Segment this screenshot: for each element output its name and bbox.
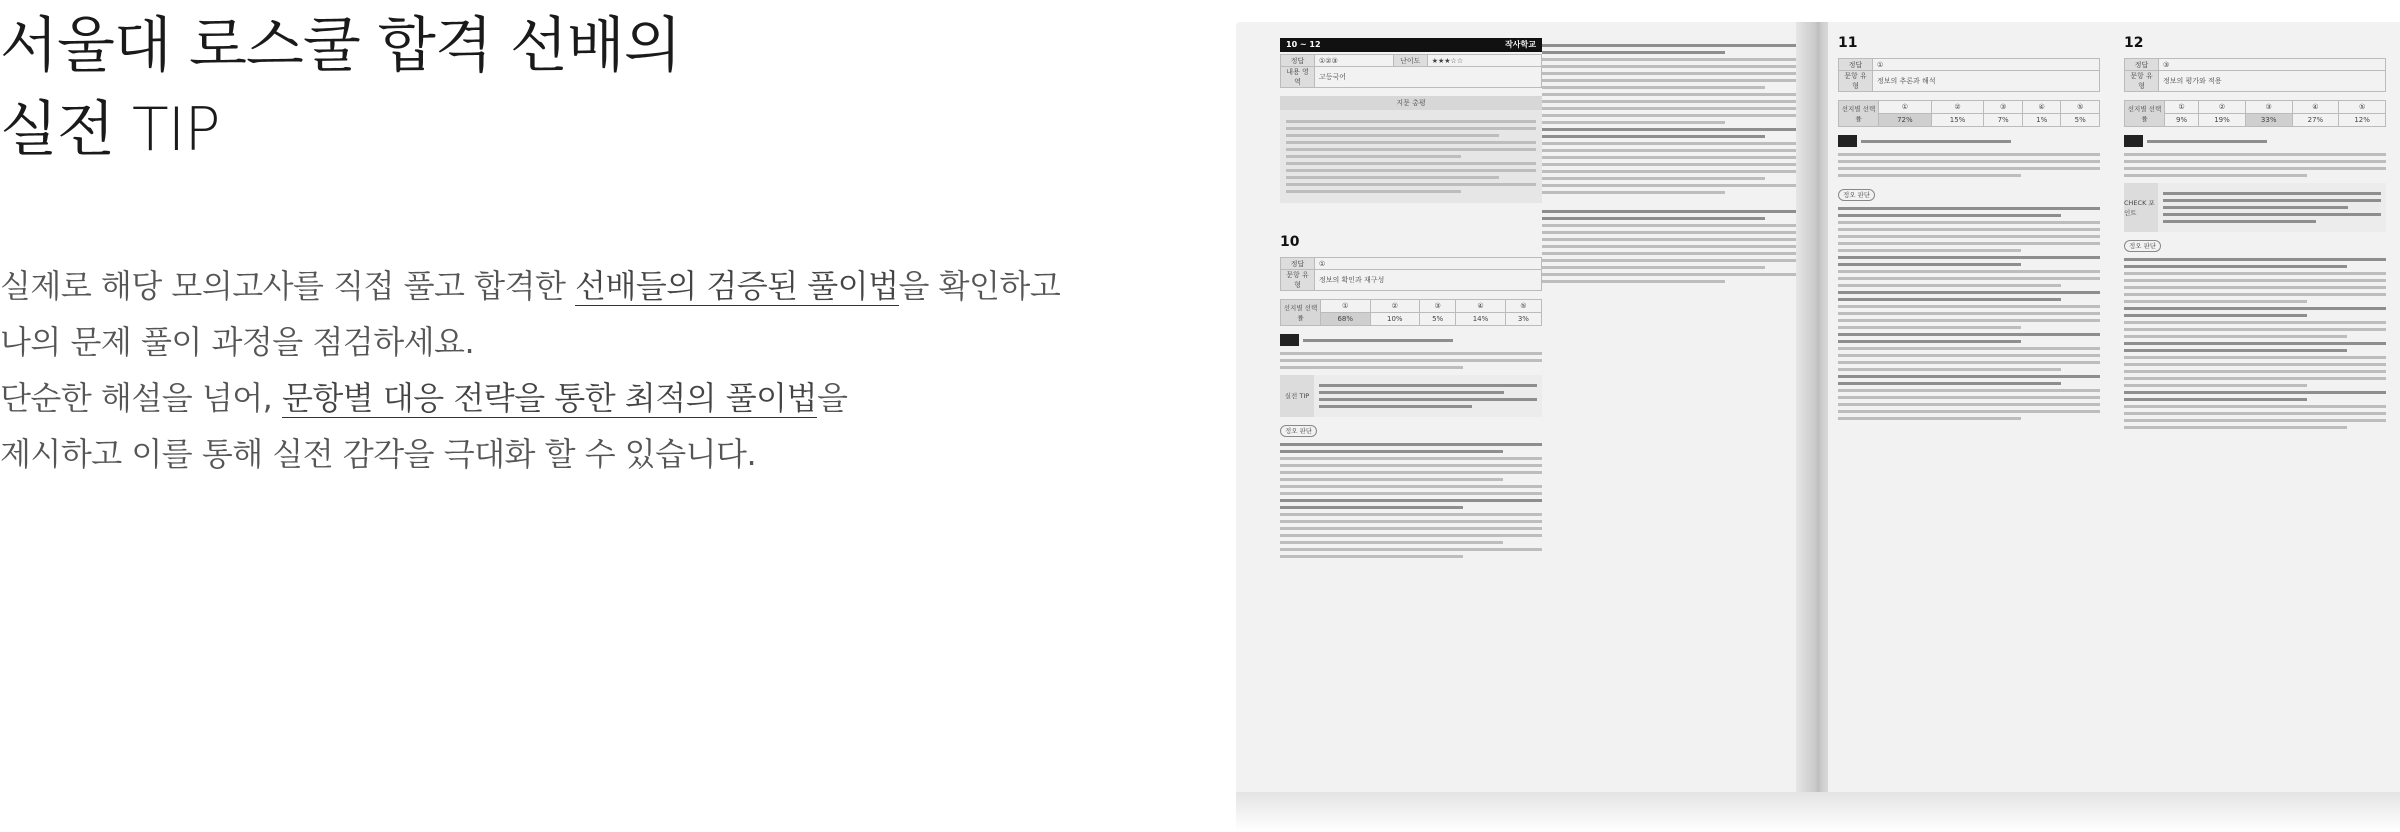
choice-label: ③ [1420,300,1456,313]
headline-line-1: 서울대 로스쿨 합격 선배의 [0,11,681,81]
text: 단순한 해설을 넘어, [0,379,282,417]
choice-label: ④ [1456,300,1506,313]
question-info-table [2124,58,2386,92]
choice-selection-rate-table [1838,100,2100,127]
check-note [2124,183,2386,232]
answer-key-label: 정답 [1839,59,1873,71]
answer-key-value: ③ [2159,59,2386,71]
book-mockup [1236,22,2400,832]
question-number: 12 [2124,35,2144,51]
question-type-value: 정보의 확인과 재구성 [1315,270,1542,291]
selection-rate-label: 선지별 선택률 [1281,300,1321,326]
choice-rate: 7% [1984,114,2023,127]
choice-rate: 1% [2022,114,2061,127]
check-note-body [2158,183,2386,232]
difficulty-label: 난이도 [1393,55,1427,67]
question-header-bar [1280,38,1542,52]
strategy-text [2124,153,2386,177]
judgement-tag: 정오 판단 [1838,189,1875,201]
strategy-chip [1838,135,1857,147]
choice-rate: 9% [2165,114,2199,127]
content-area-value: 고등국어 [1315,67,1542,88]
page-curl [1236,792,2400,832]
choice-label: ④ [2022,101,2061,114]
passage-title: 작사학교 [1505,40,1536,49]
strategy-chip [2124,135,2143,147]
explanation-text [1280,443,1542,558]
selection-rate-label: 선지별 선택률 [1839,101,1879,127]
choice-label: ② [1370,300,1420,313]
highlight-optimal-method: 문항별 대응 전략을 통한 최적의 풀이법 [281,379,817,417]
question-number: 11 [1838,35,1858,51]
answer-key-label: 정답 [1281,55,1315,67]
choice-label: ③ [2245,101,2292,114]
left-page-column-2 [1542,38,1804,287]
tip-note [1280,375,1542,417]
choice-label: ① [1321,300,1371,313]
right-page-column-1 [1838,35,2100,424]
choice-rate: 12% [2339,114,2386,127]
strategy-chips [1280,334,1542,346]
choice-label: ④ [2292,101,2339,114]
choice-selection-rate-table [1280,299,1542,326]
right-page-column-2 [2124,35,2386,433]
choice-label: ⑤ [2061,101,2100,114]
choice-rate: 72% [1879,114,1932,127]
choice-label: ③ [1984,101,2023,114]
headline [0,4,1180,172]
book-page-right [1828,22,2400,812]
question-info-table [1280,257,1542,291]
choice-rate: 33% [2245,114,2292,127]
question-type-label: 문항 유형 [1839,71,1873,92]
description-line-1 [0,258,1180,314]
question-type-label: 문항 유형 [2125,71,2159,92]
answer-key-value: ①②③ [1315,55,1394,67]
explanation-text [2124,258,2386,429]
content-area-label: 내용 영역 [1281,67,1315,88]
difficulty-stars: ★★★☆☆ [1427,55,1541,67]
answer-key-label: 정답 [2125,59,2159,71]
choice-label: ② [1931,101,1984,114]
choice-label: ⑤ [1505,300,1541,313]
choice-rate: 68% [1321,313,1371,326]
question-type-value: 정보의 추론과 해석 [1873,71,2100,92]
text: 을 [816,379,848,417]
judgement-tag: 정오 판단 [2124,240,2161,252]
choice-label: ② [2199,101,2246,114]
explanation-text [1542,44,1804,283]
selection-rate-label: 선지별 선택률 [2125,101,2165,127]
judgement-tag: 정오 판단 [1280,425,1317,437]
highlight-verified-method: 선배들의 검증된 풀이법 [575,267,899,305]
description [0,258,1180,482]
description-line-2: 나의 문제 풀이 과정을 점검하세요. [0,323,475,361]
description-line-4: 제시하고 이를 통해 실전 감각을 극대화 할 수 있습니다. [0,435,757,473]
book-page-left [1236,22,1808,812]
choice-label: ① [2165,101,2199,114]
question-type-label: 문항 유형 [1281,270,1315,291]
strategy-chips [2124,135,2386,147]
answer-key-label: 정답 [1281,258,1315,270]
choice-rate: 15% [1931,114,1984,127]
passage-review-box [1280,110,1542,203]
strategy-text [1838,153,2100,177]
choice-label: ① [1879,101,1932,114]
text: 실제로 해당 모의고사를 직접 풀고 합격한 [0,267,576,305]
tip-note-body [1314,375,1542,417]
headline-line-2: 실전 TIP [0,95,220,165]
left-page-column-1 [1280,38,1542,562]
passage-review-title: 지문 총평 [1280,96,1542,110]
strategy-chips [1838,135,2100,147]
answer-key-value: ① [1873,59,2100,71]
question-type-value: 정보의 평가와 적용 [2159,71,2386,92]
answer-key-value: ① [1315,258,1542,270]
explanation-text [1838,207,2100,420]
question-range: 10 ~ 12 [1286,40,1321,49]
choice-rate: 19% [2199,114,2246,127]
choice-rate: 5% [1420,313,1456,326]
choice-rate: 14% [1456,313,1506,326]
description-line-3 [0,370,1180,426]
choice-label: ⑤ [2339,101,2386,114]
choice-rate: 5% [2061,114,2100,127]
strategy-text [1280,352,1542,369]
question-info-table [1838,58,2100,92]
choice-rate: 27% [2292,114,2339,127]
choice-rate: 10% [1370,313,1420,326]
question-number: 10 [1280,234,1300,250]
choice-rate: 3% [1505,313,1541,326]
question-info-table [1280,54,1542,88]
text: 을 확인하고 [898,267,1061,305]
intro-copy [0,0,1180,482]
strategy-chip [1280,334,1299,346]
tip-note-label: 실전 TIP [1284,392,1310,400]
check-note-label: CHECK 포인트 [2124,198,2155,217]
choice-selection-rate-table [2124,100,2386,127]
